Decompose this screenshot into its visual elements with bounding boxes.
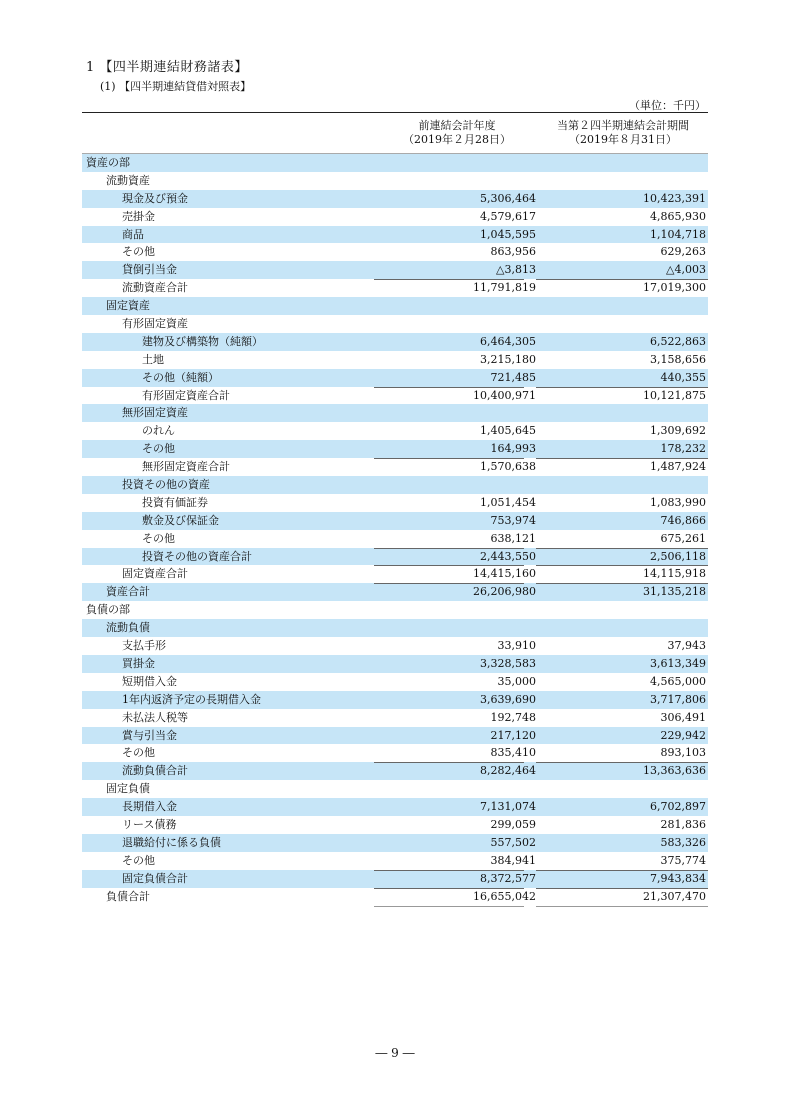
subtotal-rule (536, 870, 708, 871)
value-prior-year: 16,655,042 (473, 889, 536, 903)
table-row (82, 691, 708, 709)
value-current-quarter: 10,423,391 (643, 191, 706, 205)
subtotal-rule (374, 762, 524, 763)
value-current-quarter: △4,003 (666, 263, 706, 277)
row-label: 建物及び構築物（純額） (142, 334, 263, 348)
value-prior-year: 3,328,583 (480, 656, 536, 670)
subtotal-rule (374, 583, 524, 584)
row-label: その他 (122, 853, 155, 867)
page-number: ― 9 ― (375, 1046, 415, 1060)
value-prior-year: 4,579,617 (480, 209, 536, 223)
value-prior-year: 192,748 (490, 710, 536, 724)
row-label: その他（純額） (142, 370, 219, 384)
total-rule (536, 906, 708, 907)
section-title: 1 【四半期連結財務諸表】 (86, 60, 248, 75)
row-label: 資産の部 (86, 156, 130, 169)
value-prior-year: 5,306,464 (480, 191, 536, 205)
table-row (82, 440, 708, 458)
table-row (82, 226, 708, 244)
table-row (82, 458, 708, 476)
value-current-quarter: 306,491 (660, 710, 706, 724)
value-prior-year: 835,410 (490, 746, 536, 760)
value-current-quarter: 17,019,300 (643, 281, 706, 295)
table-row (82, 512, 708, 530)
value-prior-year: 164,993 (490, 442, 536, 456)
table-row (82, 673, 708, 691)
value-prior-year: 14,415,160 (473, 567, 536, 581)
row-label: 退職給付に係る負債 (122, 835, 221, 849)
value-prior-year: △3,813 (496, 263, 536, 277)
value-current-quarter: 3,613,349 (650, 656, 706, 670)
table-row (82, 583, 708, 601)
table-row (82, 315, 708, 333)
subtotal-rule (374, 458, 524, 459)
table-row (82, 243, 708, 261)
value-current-quarter: 583,326 (660, 835, 706, 849)
subtotal-rule (536, 888, 708, 889)
value-prior-year: 384,941 (490, 853, 536, 867)
subtotal-rule (536, 279, 708, 280)
value-prior-year: 863,956 (490, 245, 536, 259)
total-rule (374, 906, 524, 907)
value-current-quarter: 2,506,118 (650, 549, 706, 563)
column-header-prior-year (382, 119, 532, 147)
table-row (82, 816, 708, 834)
value-current-quarter: 14,115,918 (643, 567, 706, 581)
subtotal-rule (536, 583, 708, 584)
row-label: 資産合計 (106, 585, 150, 599)
value-prior-year: 2,443,550 (480, 549, 536, 563)
subtotal-rule (536, 548, 708, 549)
row-label: 投資有価証券 (142, 495, 208, 509)
subtotal-rule (536, 762, 708, 763)
table-row (82, 476, 708, 494)
table-row (82, 870, 708, 888)
value-current-quarter: 13,363,636 (643, 764, 706, 778)
table-row (82, 780, 708, 798)
unit-label: （単位：千円） (629, 99, 706, 112)
subtotal-rule (536, 565, 708, 566)
table-row (82, 172, 708, 190)
value-prior-year: 217,120 (490, 728, 536, 742)
table-row (82, 888, 708, 906)
column-header-date: （2019年８月31日） (569, 133, 677, 146)
value-prior-year: 1,570,638 (480, 460, 536, 474)
table-row (82, 208, 708, 226)
column-header-date: （2019年２月28日） (403, 133, 511, 146)
row-label: 無形固定資産 (122, 406, 188, 420)
row-label: 投資その他の資産合計 (142, 549, 252, 563)
table-row (82, 601, 708, 619)
row-label: 流動資産合計 (122, 281, 188, 295)
value-current-quarter: 3,158,656 (650, 352, 706, 366)
row-label: 固定資産合計 (122, 567, 188, 581)
row-label: 支払手形 (122, 639, 166, 653)
value-current-quarter: 7,943,834 (650, 871, 706, 885)
value-prior-year: 753,974 (490, 513, 536, 527)
value-current-quarter: 3,717,806 (650, 692, 706, 706)
value-current-quarter: 1,083,990 (650, 495, 706, 509)
subtotal-rule (374, 565, 524, 566)
subtotal-rule (374, 888, 524, 889)
value-prior-year: 721,485 (490, 370, 536, 384)
row-label: 有形固定資産合計 (142, 388, 230, 402)
value-prior-year: 6,464,305 (480, 334, 536, 348)
subtotal-rule (536, 387, 708, 388)
table-row (82, 798, 708, 816)
table-row (82, 762, 708, 780)
row-label: その他 (122, 245, 155, 259)
table-row (82, 530, 708, 548)
table-row (82, 333, 708, 351)
row-label: 負債合計 (106, 889, 150, 903)
row-label: 貸倒引当金 (122, 263, 177, 277)
row-label: 現金及び預金 (122, 191, 188, 205)
value-prior-year: 299,059 (490, 817, 536, 831)
row-label: 固定資産 (106, 299, 150, 313)
row-label: 賞与引当金 (122, 728, 177, 742)
table-row (82, 404, 708, 422)
row-label: 固定負債 (106, 782, 150, 796)
table-row (82, 548, 708, 566)
value-prior-year: 8,282,464 (480, 764, 536, 778)
table-row (82, 387, 708, 405)
sub-title: (1) 【四半期連結貸借対照表】 (100, 80, 252, 93)
value-current-quarter: 746,866 (660, 513, 706, 527)
row-label: 無形固定資産合計 (142, 460, 230, 474)
row-label: 固定負債合計 (122, 871, 188, 885)
value-prior-year: 1,405,645 (480, 424, 536, 438)
value-current-quarter: 31,135,218 (643, 585, 706, 599)
table-row (82, 565, 708, 583)
value-current-quarter: 440,355 (660, 370, 706, 384)
table-header (82, 113, 708, 154)
table-row (82, 655, 708, 673)
table-body (82, 154, 708, 905)
value-prior-year: 7,131,074 (480, 800, 536, 814)
table-row (82, 494, 708, 512)
value-prior-year: 1,045,595 (480, 227, 536, 241)
row-label: 有形固定資産 (122, 317, 188, 331)
table-row (82, 619, 708, 637)
row-label: 投資その他の資産 (122, 478, 210, 492)
row-label: 未払法人税等 (122, 710, 188, 724)
value-current-quarter: 1,104,718 (650, 227, 706, 241)
table-row (82, 261, 708, 279)
value-current-quarter: 6,702,897 (650, 800, 706, 814)
value-current-quarter: 10,121,875 (643, 388, 706, 402)
subtotal-rule (374, 870, 524, 871)
row-label: その他 (142, 531, 175, 545)
table-row (82, 637, 708, 655)
row-label: 売掛金 (122, 209, 155, 223)
table-row (82, 154, 708, 172)
value-current-quarter: 281,836 (660, 817, 706, 831)
row-label: その他 (142, 442, 175, 456)
row-label: 商品 (122, 227, 144, 241)
table-row (82, 744, 708, 762)
row-label: 短期借入金 (122, 674, 177, 688)
column-header-current-quarter (538, 119, 708, 147)
subtotal-rule (374, 279, 524, 280)
value-prior-year: 3,215,180 (480, 352, 536, 366)
value-current-quarter: 178,232 (660, 442, 706, 456)
row-label: 買掛金 (122, 656, 155, 670)
table-row (82, 852, 708, 870)
table-row (82, 422, 708, 440)
value-prior-year: 3,639,690 (480, 692, 536, 706)
row-label: 長期借入金 (122, 800, 177, 814)
value-current-quarter: 629,263 (660, 245, 706, 259)
table-row (82, 727, 708, 745)
row-label: リース債務 (122, 817, 177, 831)
value-prior-year: 11,791,819 (473, 281, 536, 295)
row-label: 流動負債 (106, 621, 150, 635)
value-prior-year: 33,910 (497, 639, 536, 653)
value-current-quarter: 375,774 (660, 853, 706, 867)
row-label: 土地 (142, 352, 164, 366)
value-prior-year: 26,206,980 (473, 585, 536, 599)
value-prior-year: 638,121 (490, 531, 536, 545)
table-row (82, 369, 708, 387)
table-row (82, 709, 708, 727)
row-label: 流動資産 (106, 173, 150, 187)
value-prior-year: 8,372,577 (480, 871, 536, 885)
value-current-quarter: 1,487,924 (650, 460, 706, 474)
value-current-quarter: 37,943 (667, 639, 706, 653)
value-current-quarter: 4,865,930 (650, 209, 706, 223)
table-row (82, 297, 708, 315)
subtotal-rule (536, 458, 708, 459)
table-row (82, 190, 708, 208)
value-prior-year: 35,000 (497, 674, 536, 688)
row-label: 負債の部 (86, 603, 130, 617)
value-current-quarter: 229,942 (660, 728, 706, 742)
column-header-title: 当第２四半期連結会計期間 (557, 119, 689, 132)
table-row (82, 279, 708, 297)
value-prior-year: 557,502 (490, 835, 536, 849)
value-current-quarter: 6,522,863 (650, 334, 706, 348)
balance-sheet-table (82, 112, 708, 905)
row-label: 1年内返済予定の長期借入金 (122, 692, 261, 706)
value-prior-year: 10,400,971 (473, 388, 536, 402)
value-current-quarter: 893,103 (660, 746, 706, 760)
value-current-quarter: 1,309,692 (650, 424, 706, 438)
table-row (82, 351, 708, 369)
value-current-quarter: 675,261 (660, 531, 706, 545)
value-prior-year: 1,051,454 (480, 495, 536, 509)
column-header-title: 前連結会計年度 (418, 119, 496, 132)
row-label: 流動負債合計 (122, 764, 188, 778)
subtotal-rule (374, 387, 524, 388)
table-row (82, 834, 708, 852)
row-label: 敷金及び保証金 (142, 513, 219, 527)
row-label: その他 (122, 746, 155, 760)
subtotal-rule (374, 548, 524, 549)
row-label: のれん (142, 424, 175, 438)
value-current-quarter: 21,307,470 (643, 889, 706, 903)
value-current-quarter: 4,565,000 (650, 674, 706, 688)
